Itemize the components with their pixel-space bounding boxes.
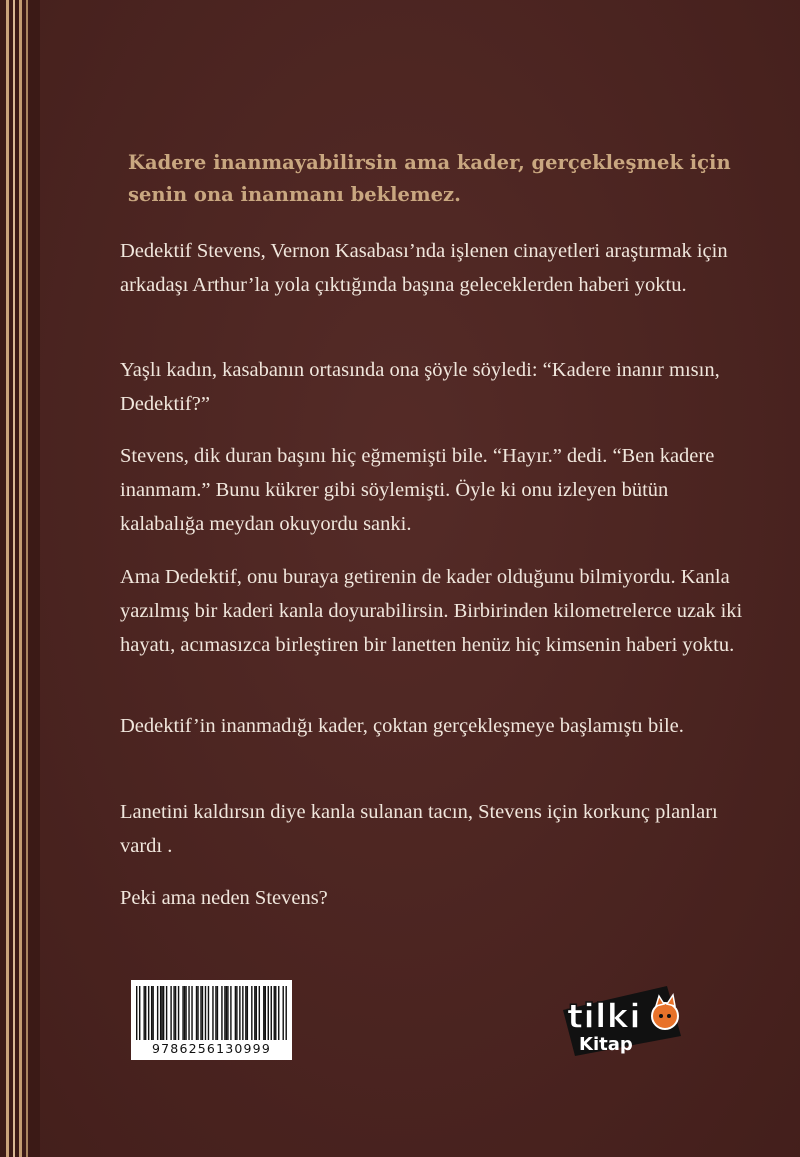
barcode-bar: [202, 986, 203, 1040]
barcode-bar: [173, 986, 174, 1040]
barcode-bar: [182, 986, 183, 1040]
barcode-bar: [242, 986, 243, 1040]
barcode-bar: [188, 986, 189, 1040]
barcode-bar: [205, 986, 206, 1040]
barcode-bar: [224, 986, 225, 1040]
barcode-bar: [160, 986, 161, 1040]
spine-stripe: [26, 0, 28, 1157]
barcode-bar: [191, 986, 192, 1040]
headline-quote: Kadere inanmayabilirsin ama kader, gerçekleşmek için senin ona inanmanı beklemez.: [128, 151, 731, 206]
barcode-bar: [151, 986, 152, 1040]
barcode-bar: [197, 986, 198, 1040]
barcode-bar: [163, 986, 164, 1040]
svg-text:tilki: tilki: [567, 997, 641, 1037]
blurb-paragraph-7: Peki ama neden Stevens?: [120, 887, 328, 909]
barcode-bar: [275, 986, 276, 1040]
barcode-bar: [175, 986, 176, 1040]
barcode-bar: [221, 986, 222, 1040]
barcode-bar: [143, 986, 144, 1040]
barcode-bar: [263, 986, 264, 1040]
barcode-bar: [268, 986, 269, 1040]
barcode-bar: [157, 986, 158, 1040]
barcode-bar: [170, 986, 171, 1040]
barcode-bar: [271, 986, 272, 1040]
barcode-bar: [239, 986, 240, 1040]
spine-stripe: [19, 0, 22, 1157]
barcode-bar: [152, 986, 153, 1040]
barcode-bar: [226, 986, 227, 1040]
barcode-bar: [136, 986, 137, 1040]
blurb-paragraph-2: Yaşlı kadın, kasabanın ortasında ona şöyle söyledi: “Kadere inanır mısın, Dedektif?”: [120, 359, 720, 415]
barcode-bar: [286, 986, 287, 1040]
barcode-bar: [236, 986, 237, 1040]
barcode-bar: [227, 986, 228, 1040]
barcode-bar: [208, 986, 209, 1040]
barcode-bar: [245, 986, 246, 1040]
isbn-number: 9786256130999: [152, 1041, 271, 1056]
spine-border: [0, 0, 40, 1157]
barcode-bar: [283, 986, 284, 1040]
barcode-bar: [178, 986, 179, 1040]
barcode-bar: [247, 986, 248, 1040]
publisher-logo: [555, 980, 690, 1060]
barcode-bar: [278, 986, 279, 1040]
barcode-bar: [161, 986, 162, 1040]
barcode-bar: [265, 986, 266, 1040]
barcode-bars: [136, 986, 287, 1040]
barcode-bar: [148, 986, 149, 1040]
barcode-bar: [274, 986, 275, 1040]
isbn-barcode: [131, 980, 292, 1060]
barcode-bar: [185, 986, 186, 1040]
barcode-bar: [259, 986, 260, 1040]
barcode-bar: [212, 986, 213, 1040]
spine-stripe: [13, 0, 15, 1157]
barcode-bar: [145, 986, 146, 1040]
barcode-bar: [166, 986, 167, 1040]
barcode-bar: [254, 986, 255, 1040]
barcode-bar: [184, 986, 185, 1040]
blurb-paragraph-5: Dedektif’in inanmadığı kader, çoktan gerçekleşmeye başlamıştı bile.: [120, 715, 684, 737]
blurb-paragraph-1: Dedektif Stevens, Vernon Kasabası’nda işlenen cinayetleri araştırmak için arkadaşı Arthur’la yola çıktığında başına geleceklerden haberi yoktu.: [120, 240, 728, 296]
barcode-bar: [215, 986, 216, 1040]
barcode-bar: [200, 986, 201, 1040]
fox-icon: [555, 980, 690, 1060]
barcode-bar: [217, 986, 218, 1040]
barcode-bar: [196, 986, 197, 1040]
barcode-bar: [235, 986, 236, 1040]
barcode-bar: [230, 986, 231, 1040]
svg-text:Kitap: Kitap: [579, 1034, 633, 1055]
barcode-bar: [251, 986, 252, 1040]
barcode-bar: [256, 986, 257, 1040]
blurb-paragraph-3: Stevens, dik duran başını hiç eğmemişti bile. “Hayır.” dedi. “Ben kadere inanmam.” Bunu kükrer gibi söylemişti. Öyle ki onu izleyen bütün kalabalığa meydan okuyordu sanki.: [120, 445, 715, 535]
blurb-paragraph-6: Lanetini kaldırsın diye kanla sulanan tacın, Stevens için korkunç planları vardı .: [120, 801, 718, 857]
blurb-paragraph-4: Ama Dedektif, onu buraya getirenin de kader olduğunu bilmiyordu. Kanla yazılmış bir kaderi kanla doyurabilirsin. Birbirinden kilometrelerce uzak iki hayatı, acımasızca birleştiren bir lanetten henüz hiç kimsenin haberi yoktu.: [120, 566, 743, 656]
spine-stripe: [6, 0, 9, 1157]
barcode-bar: [139, 986, 140, 1040]
